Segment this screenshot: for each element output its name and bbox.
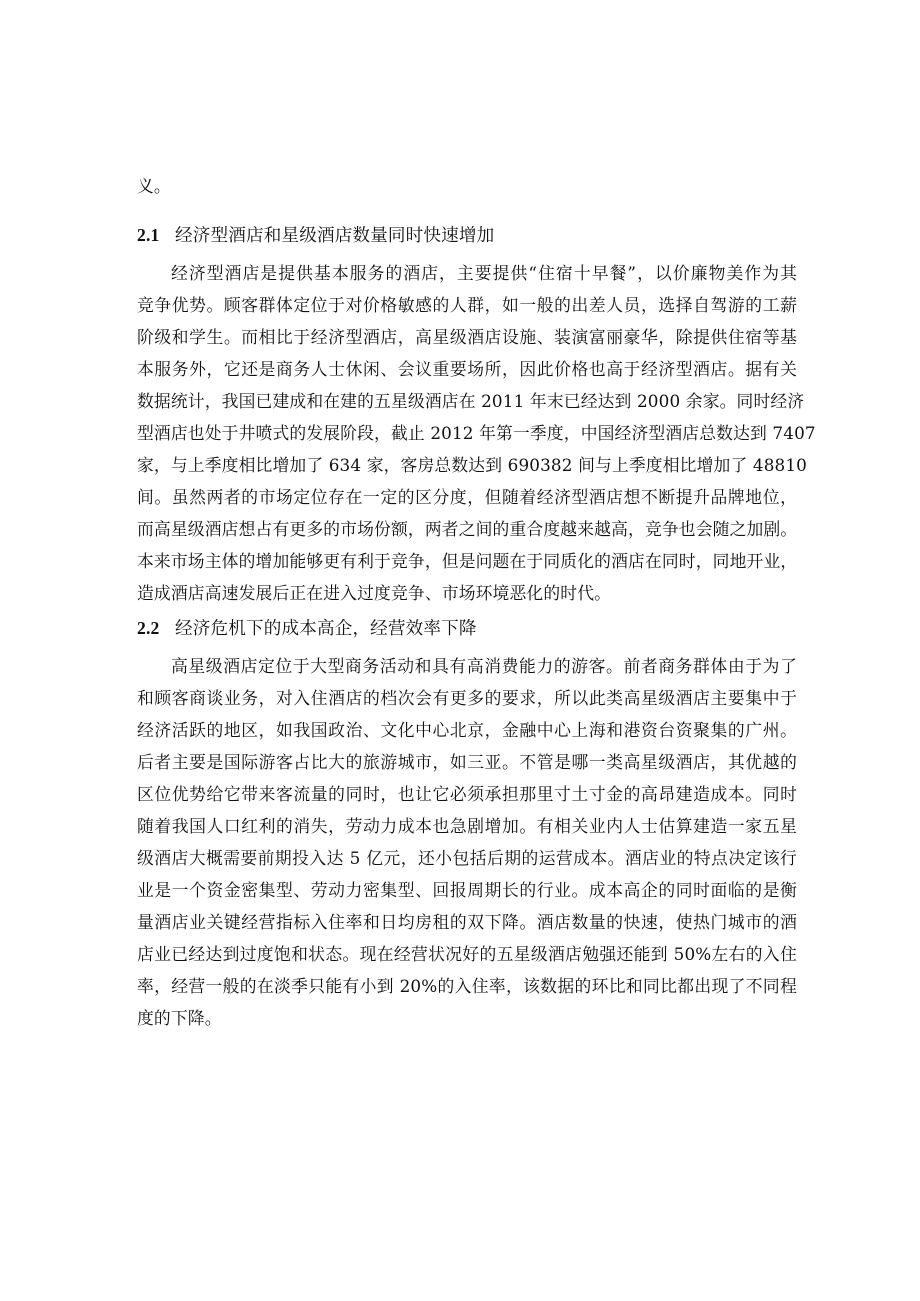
paragraph-line: 型酒店也处于井喷式的发展阶段，截止 2012 年第一季度，中国经济型酒店总数达到 7407 — [137, 423, 816, 443]
section-number: 2.2 — [137, 618, 160, 638]
paragraph-line: 家，与上季度相比增加了 634 家，客房总数达到 690382 间与上季度相比增加了 48810 — [137, 455, 808, 475]
paragraph-line: 率，经营一般的在淡季只能有小到 20%的入住率，该数据的环比和同比都出现了不同程 — [137, 976, 797, 996]
paragraph-line: 经济活跃的地区，如我国政治、文化中心北京，金融中心上海和港资台资聚集的广州。 — [137, 720, 797, 740]
paragraph-line: 经济型酒店是提供基本服务的酒店，主要提供“住宿十早餐”，以价廉物美作为其 — [171, 263, 797, 283]
paragraph-line: 本来市场主体的增加能够更有利于竞争，但是问题在于同质化的酒店在同时，同地开业， — [137, 551, 798, 571]
section-title: 经济型酒店和星级酒店数量同时快速增加 — [175, 226, 495, 246]
paragraph-line: 高星级酒店定位于大型商务活动和具有高消费能力的游客。前者商务群体由于为了 — [171, 656, 797, 676]
paragraph-line: 度的下降。 — [137, 1008, 222, 1028]
paragraph-line: 级酒店大概需要前期投入达 5 亿元，还小包括后期的运营成本。酒店业的特点决定该行 — [137, 848, 797, 868]
section-heading-2-1 — [137, 224, 797, 247]
section-title: 经济危机下的成本高企，经营效率下降 — [175, 619, 477, 639]
paragraph-line: 阶级和学生。而相比于经济型酒店，高星级酒店设施、装演富丽豪华，除提供住宿等基 — [137, 327, 797, 347]
paragraph-line: 区位优势给它带来客流量的同时，也让它必须承担那里寸土寸金的高昂建造成本。同时 — [137, 784, 797, 804]
paragraph-line: 义。 — [137, 176, 171, 196]
paragraph-line: 业是一个资金密集型、劳动力密集型、回报周期长的行业。成本高企的同时面临的是衡 — [137, 880, 797, 900]
paragraph-line: 数据统计，我国已建成和在建的五星级酒店在 2011 年末已经达到 2000 余家。同时经济 — [137, 391, 805, 411]
section-number: 2.1 — [137, 225, 160, 245]
paragraph-line: 竞争优势。顾客群体定位于对价格敏感的人群，如一般的出差人员，选择自驾游的工薪 — [137, 295, 797, 315]
paragraph-line: 量酒店业关键经营指标入住率和日均房租的双下降。酒店数量的快速，使热门城市的酒 — [137, 912, 797, 932]
paragraph-line: 随着我国人口红利的消失，劳动力成本也急剧增加。有相关业内人士估算建造一家五星 — [137, 816, 797, 836]
paragraph-line: 而高星级酒店想占有更多的市场份额，两者之间的重合度越来越高，竞争也会随之加剧。 — [137, 519, 798, 539]
paragraph-line: 间。虽然两者的市场定位存在一定的区分度，但随着经济型酒店想不断提升品牌地位， — [137, 487, 797, 507]
paragraph-line: 本服务外，它还是商务人士休闲、会议重要场所，因此价格也高于经济型酒店。据有关 — [137, 359, 797, 379]
paragraph-line: 和顾客商谈业务，对入住酒店的档次会有更多的要求，所以此类高星级酒店主要集中于 — [137, 688, 797, 708]
paragraph-line: 造成酒店高速发展后正在进入过度竞争、市场环境恶化的时代。 — [137, 583, 612, 603]
paragraph-line: 后者主要是国际游客占比大的旅游城市，如三亚。不管是哪一类高星级酒店，其优越的 — [137, 752, 797, 772]
paragraph-line: 店业已经达到过度饱和状态。现在经营状况好的五星级酒店勉强还能到 50%左右的入住 — [137, 944, 797, 964]
section-heading-2-2 — [137, 617, 797, 640]
